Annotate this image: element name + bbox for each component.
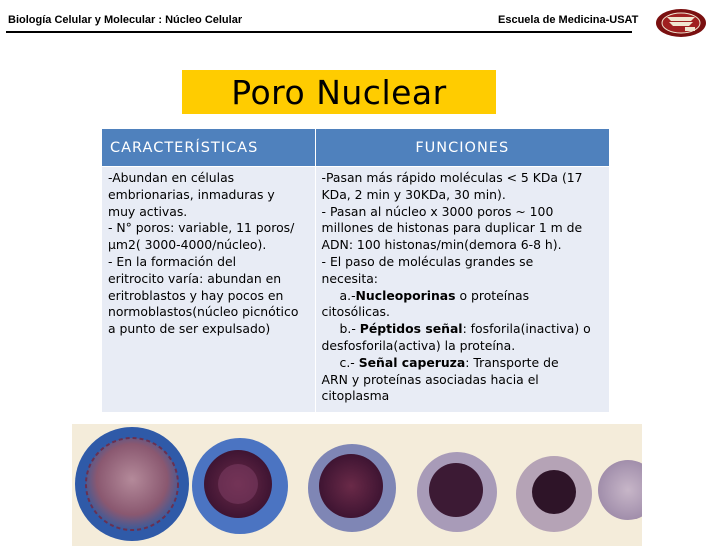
text-line: citosólicas.	[321, 304, 390, 320]
slide-title: Poro Nuclear	[231, 73, 447, 112]
nucleoporinas-term: Nucleoporinas	[355, 287, 456, 303]
erythroblast-cells-image	[72, 424, 642, 546]
item-c-prefix: c.-	[339, 354, 359, 370]
text-line: eritrocito varía: abundan en	[108, 270, 282, 286]
text-line: desfosforila(activa) la proteína.	[321, 337, 516, 353]
peptidos-senal-term: Péptidos señal	[359, 321, 463, 337]
funciones-cell	[315, 167, 609, 413]
pore-table	[101, 128, 610, 413]
item-c	[322, 355, 604, 372]
text-line: muy activas.	[108, 203, 188, 219]
cell-micrograph-icon	[72, 424, 642, 546]
text-line: ADN: 100 histonas/min(demora 6-8 h).	[321, 237, 562, 253]
slide-header	[0, 0, 728, 40]
caracteristicas-cell	[102, 167, 316, 413]
table-row	[102, 167, 610, 413]
school-name: Escuela de Medicina-USAT	[498, 14, 639, 26]
item-a-rest: o proteínas	[455, 287, 530, 303]
text-line: ARN y proteínas asociadas hacia el	[321, 371, 539, 387]
item-a	[322, 288, 604, 305]
text-line: -Pasan más rápido moléculas < 5 KDa (17	[321, 170, 583, 185]
text-line: millones de histonas para duplicar 1 m de	[321, 220, 583, 236]
header-divider	[6, 31, 632, 33]
text-line: µm2( 3000-4000/núcleo).	[108, 237, 267, 253]
header-funciones: FUNCIONES	[315, 129, 609, 167]
senal-caperuza-term: Señal caperuza	[358, 354, 466, 370]
text-line: - N° poros: variable, 11 poros/	[108, 220, 295, 236]
text-line: KDa, 2 min y 30KDa, 30 min).	[321, 186, 506, 202]
table-header-row	[102, 129, 610, 167]
header-caracteristicas: CARACTERÍSTICAS	[102, 129, 316, 167]
item-c-rest: : Transporte de	[465, 354, 559, 370]
text-line: - Pasan al núcleo x 3000 poros ~ 100	[321, 203, 554, 219]
text-line: - El paso de moléculas grandes se	[321, 253, 534, 269]
item-a-prefix: a.-	[339, 287, 356, 303]
text-line: eritroblastos y hay pocos en	[108, 287, 284, 303]
text-line: embrionarias, inmaduras y	[108, 186, 275, 202]
text-line: - En la formación del	[108, 253, 237, 269]
item-b	[322, 321, 604, 338]
course-title: Biología Celular y Molecular : Núcleo Celular	[8, 14, 243, 26]
text-line: normoblastos(núcleo picnótico	[108, 304, 299, 320]
text-line: a punto de ser expulsado)	[108, 321, 271, 337]
text-line: -Abundan en células	[108, 170, 235, 185]
item-b-rest: : fosforila(inactiva) o	[462, 321, 591, 337]
item-b-prefix: b.-	[339, 321, 360, 337]
university-crest-icon	[655, 8, 707, 38]
text-line: necesita:	[321, 270, 378, 286]
text-line: citoplasma	[321, 388, 390, 404]
